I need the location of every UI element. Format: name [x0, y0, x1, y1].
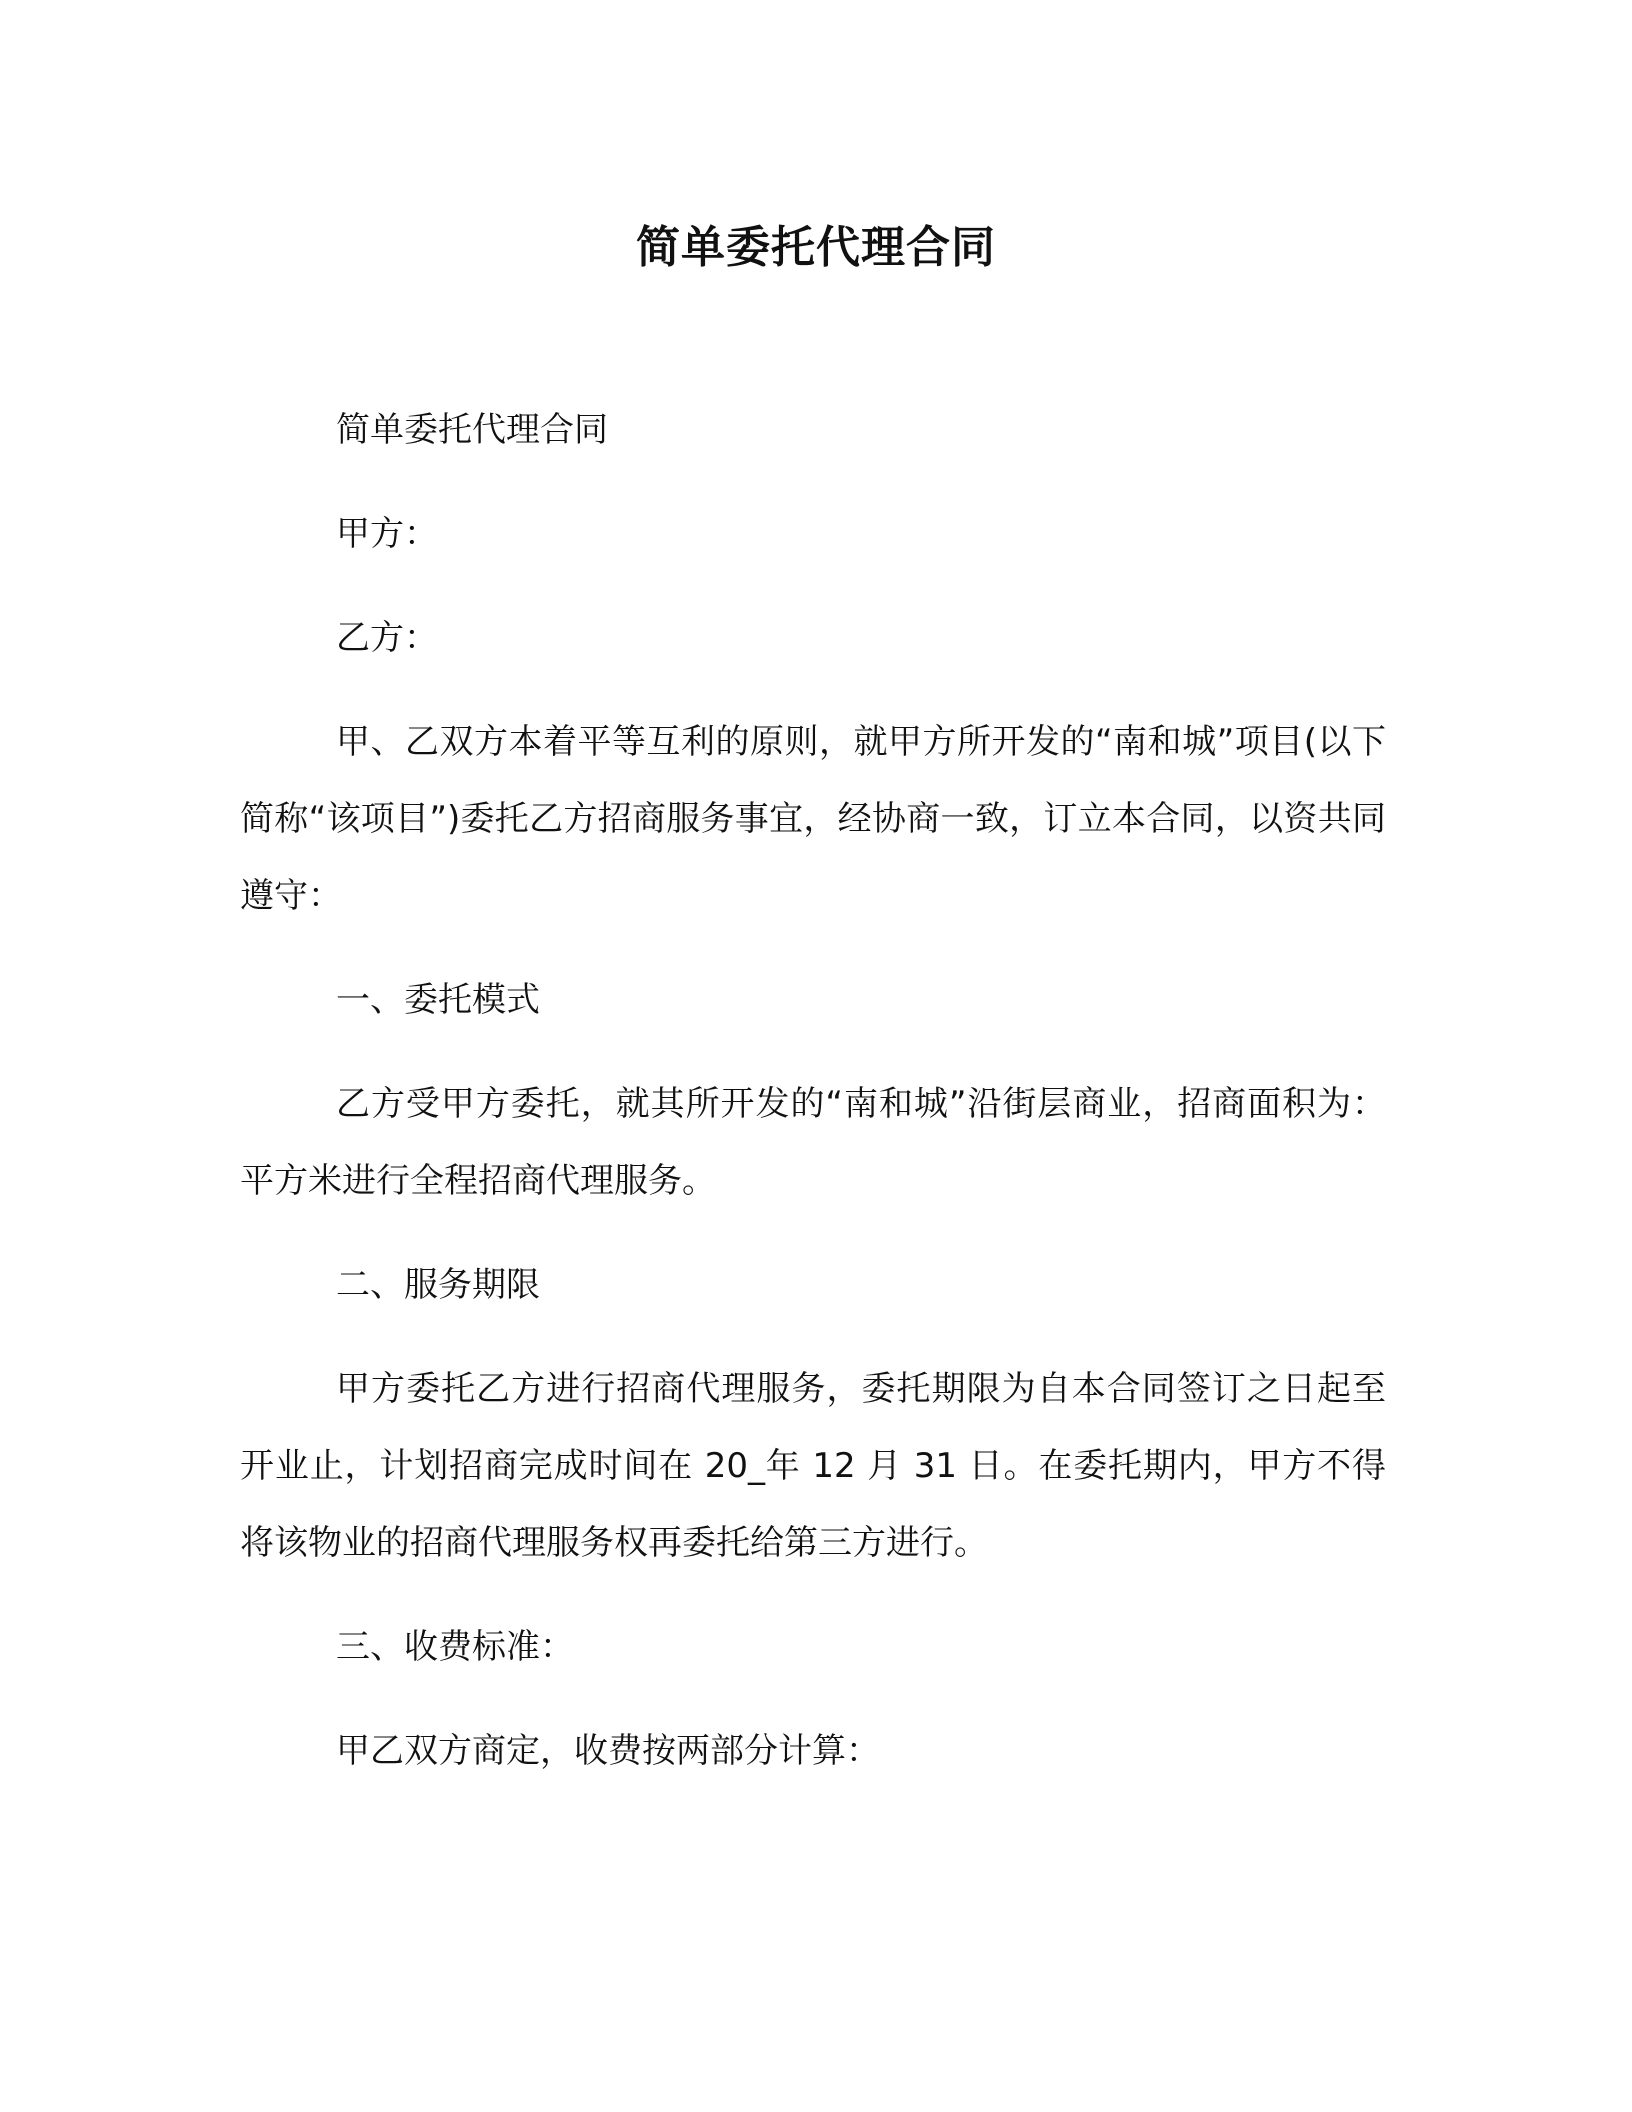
paragraph-gap — [240, 677, 1386, 704]
document-body — [240, 392, 1386, 1790]
paragraph-preamble: 甲、乙双方本着平等互利的原则，就甲方所开发的“南和城”项目(以下简称“该项目”)委托乙方招商服务事宜，经协商一致，订立本合同，以资共同遵守： — [240, 722, 1386, 916]
section-heading-3: 三、收费标准： — [336, 1627, 574, 1667]
paragraph-gap — [240, 469, 1386, 496]
paragraph-subtitle: 简单委托代理合同 — [336, 410, 608, 450]
paragraph-gap — [240, 1039, 1386, 1066]
paragraph-gap — [240, 573, 1386, 600]
paragraph-party-b: 乙方： — [336, 618, 438, 658]
paragraph-entrust-mode: 乙方受甲方委托，就其所开发的“南和城”沿街层商业，招商面积为： 平方米进行全程招商代理服务。 — [240, 1084, 1386, 1201]
paragraph-gap — [240, 1324, 1386, 1351]
paragraph-gap — [240, 1220, 1386, 1247]
document-title: 简单委托代理合同 — [636, 222, 996, 273]
paragraph-gap — [240, 935, 1386, 962]
paragraph-gap — [240, 1582, 1386, 1609]
paragraph-party-a: 甲方： — [336, 514, 438, 554]
paragraph-fee-intro: 甲乙双方商定，收费按两部分计算： — [336, 1731, 880, 1771]
paragraph-service-term: 甲方委托乙方进行招商代理服务，委托期限为自本合同签订之日起至开业止，计划招商完成时间在 20_年 12 月 31 日。在委托期内，甲方不得将该物业的招商代理服务权再委托给第三方进行。 — [240, 1369, 1386, 1563]
section-heading-2: 二、服务期限 — [336, 1265, 540, 1305]
section-heading-1: 一、委托模式 — [336, 980, 540, 1020]
paragraph-gap — [240, 1686, 1386, 1713]
